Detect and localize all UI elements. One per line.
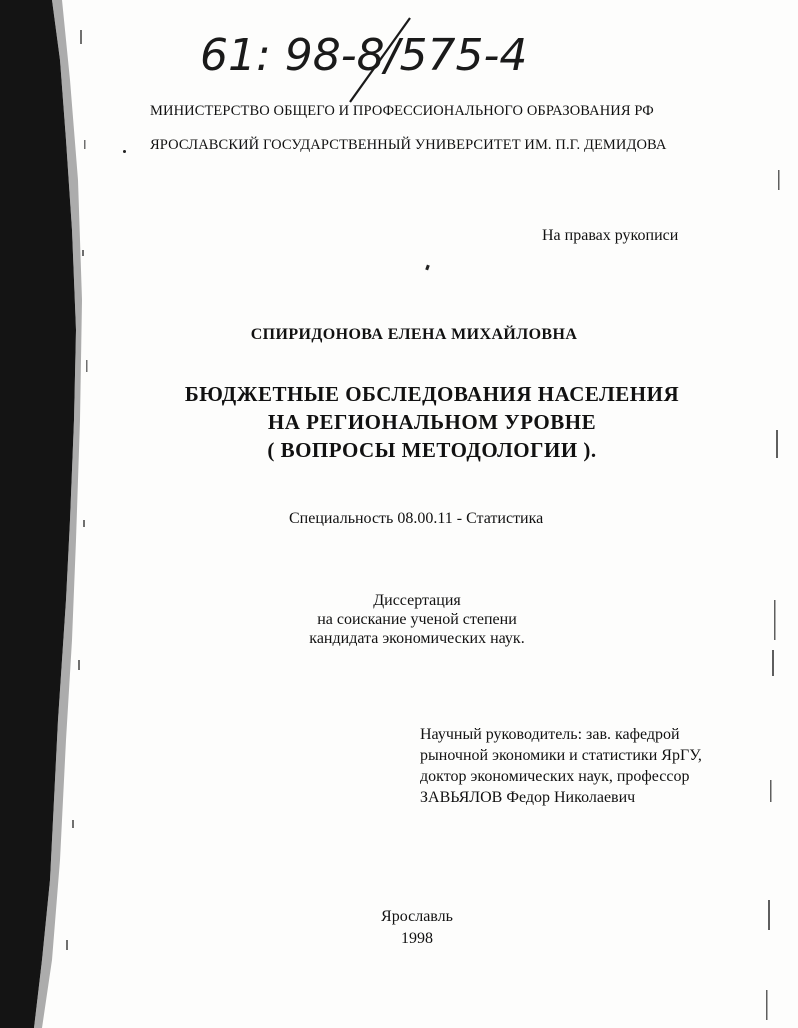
title-line-1: БЮДЖЕТНЫЕ ОБСЛЕДОВАНИЯ НАСЕЛЕНИЯ [184,382,680,406]
degree-line-2: на соискание ученой степени [317,611,517,628]
title-line-2: НА РЕГИОНАЛЬНОМ УРОВНЕ [267,410,597,434]
advisor-line-1: Научный руководитель: зав. кафедрой [420,726,680,743]
place-and-year [0,906,798,950]
handwritten-archive-code [200,14,530,104]
university-heading: ЯРОСЛАВСКИЙ ГОСУДАРСТВЕННЫЙ УНИВЕРСИТЕТ ИМ. П.Г. ДЕМИДОВА [150,137,667,153]
author-name: СПИРИДОНОВА ЕЛЕНА МИХАЙЛОВНА [250,326,578,343]
advisor-line-3: доктор экономических наук, профессор [420,768,690,785]
degree-statement [0,591,798,648]
scientific-advisor [420,724,760,808]
city: Ярославль [381,908,453,925]
degree-line-1: Диссертация [373,592,461,609]
scan-binding-shadow [0,0,90,1028]
scan-dot [123,150,126,153]
scan-right-edge [748,0,798,1028]
specialty-line: Специальность 08.00.11 - Статистика [289,510,544,527]
archive-code-text: 61: 98-8/575-4 [200,30,528,81]
degree-line-3: кандидата экономических наук. [309,630,525,647]
stray-ink-mark [425,265,430,271]
advisor-line-4: ЗАВЬЯЛОВ Федор Николаевич [420,789,636,806]
advisor-line-2: рыночной экономики и статистики ЯрГУ, [420,747,702,764]
title-line-3: ( ВОПРОСЫ МЕТОДОЛОГИИ ). [267,438,597,462]
year: 1998 [401,930,433,947]
ministry-heading: МИНИСТЕРСТВО ОБЩЕГО И ПРОФЕССИОНАЛЬНОГО ОБРАЗОВАНИЯ РФ [150,103,654,119]
manuscript-rights-note: На правах рукописи [542,227,679,244]
dissertation-title [0,380,798,464]
